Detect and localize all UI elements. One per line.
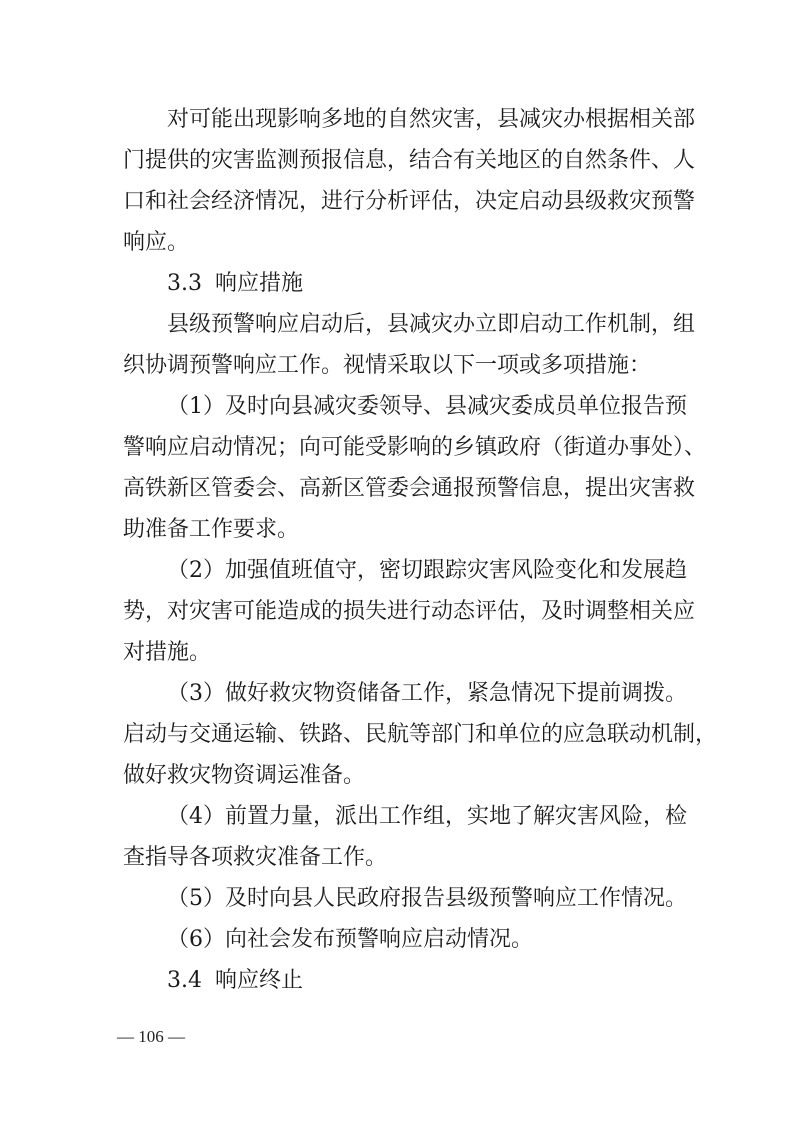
page-number: — 106 — — [117, 1027, 185, 1046]
list-item-line: 高铁新区管委会、高新区管委会通报预警信息，提出灾害救 — [123, 476, 696, 501]
list-item-line: 查指导各项救灾准备工作。 — [123, 845, 388, 870]
list-item-line: （1）及时向县减灾委领导、县减灾委成员单位报告预 — [167, 394, 687, 419]
paragraph-line: 口和社会经济情况，进行分析评估，决定启动县级救灾预警 — [123, 189, 696, 214]
section-heading-3-4 — [167, 961, 467, 1001]
paragraph-line: 响应。 — [123, 230, 190, 255]
list-item-line: （5）及时向县人民政府报告县级预警响应工作情况。 — [167, 886, 687, 911]
list-item-line: 启动与交通运输、铁路、民航等部门和单位的应急联动机制， — [123, 722, 718, 747]
list-item-line: （2）加强值班值守，密切跟踪灾害风险变化和发展趋 — [167, 558, 687, 583]
paragraph-line: 对可能出现影响多地的自然灾害，县减灾办根据相关部 — [167, 107, 696, 132]
list-item-line: （6）向社会发布预警响应启动情况。 — [167, 927, 533, 952]
list-item-line: 对措施。 — [123, 640, 212, 665]
list-item-line: 势，对灾害可能造成的损失进行动态评估，及时调整相关应 — [123, 599, 696, 624]
list-item-line: （4）前置力量，派出工作组，实地了解灾害风险，检 — [167, 804, 687, 829]
paragraph-line: 门提供的灾害监测预报信息，结合有关地区的自然条件、人 — [123, 148, 696, 173]
list-item-line: 助准备工作要求。 — [123, 517, 300, 542]
section-title: 响应终止 — [215, 968, 304, 993]
paragraph-line: 县级预警响应启动后，县减灾办立即启动工作机制，组 — [167, 312, 696, 337]
section-number: 3.4 — [167, 968, 202, 993]
list-item-line: 做好救灾物资调运准备。 — [123, 763, 366, 788]
list-item-line: 警响应启动情况；向可能受影响的乡镇政府（街道办事处）、 — [123, 435, 707, 460]
section-heading-3-3 — [167, 264, 467, 304]
paragraph-line: 织协调预警响应工作。视情采取以下一项或多项措施： — [123, 353, 652, 378]
section-number: 3.3 — [167, 271, 202, 296]
section-title: 响应措施 — [215, 271, 304, 296]
list-item-line: （3）做好救灾物资储备工作，紧急情况下提前调拨。 — [167, 681, 687, 706]
